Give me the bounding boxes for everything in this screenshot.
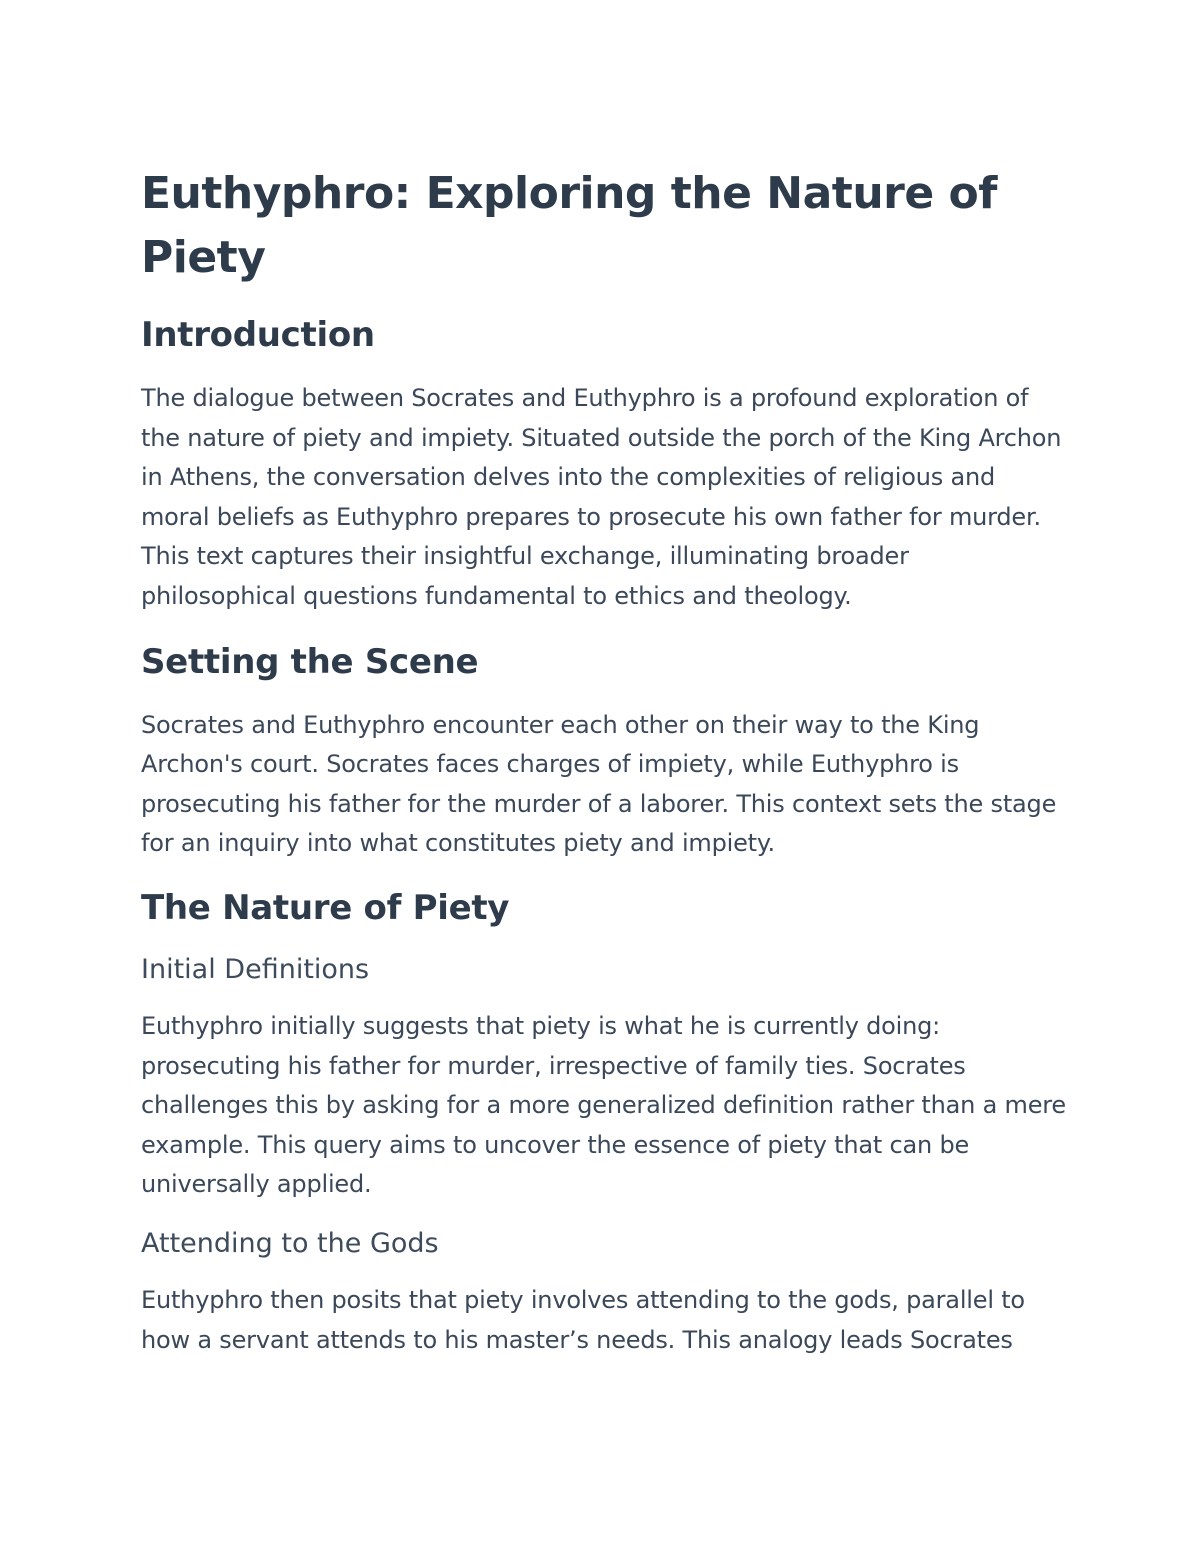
document-title: Euthyphro: Exploring the Nature of Piety xyxy=(141,168,997,283)
section-heading-setting-the-scene: Setting the Scene xyxy=(141,641,479,682)
paragraph-initial-definitions: Euthyphro initially suggests that piety is what he is currently doing: prosecuting his father for murder, irrespective of family ties. Socrates challenges this by asking for a more generalized definition rather than a mere example. This query aims to uncover the essence of piety that can be universally applied. xyxy=(141,1011,1066,1199)
subsection-heading-attending-to-the-gods: Attending to the Gods xyxy=(141,1227,439,1259)
paragraph-attending-to-the-gods: Euthyphro then posits that piety involves attending to the gods, parallel to how a servant attends to his master’s needs. This analogy leads Socrates xyxy=(141,1285,1025,1354)
paragraph-introduction: The dialogue between Socrates and Euthyphro is a profound exploration of the nature of piety and impiety. Situated outside the porch of the King Archon in Athens, the conversation delves into the complexities of religious and moral beliefs as Euthyphro prepares to prosecute his own father for murder. This text captures their insightful exchange, illuminating broader philosophical questions fundamental to ethics and theology. xyxy=(141,384,1062,610)
document-body xyxy=(141,162,1066,1360)
section-heading-introduction: Introduction xyxy=(141,315,375,355)
paragraph-setting-the-scene: Socrates and Euthyphro encounter each other on their way to the King Archon's court. Socrates faces charges of impiety, while Euthyphro is prosecuting his father for the murder of a laborer. This context sets the stage for an inquiry into what constitutes piety and impiety. xyxy=(141,710,1057,858)
section-heading-nature-of-piety: The Nature of Piety xyxy=(141,887,510,928)
subsection-heading-initial-definitions: Initial Definitions xyxy=(141,953,370,985)
